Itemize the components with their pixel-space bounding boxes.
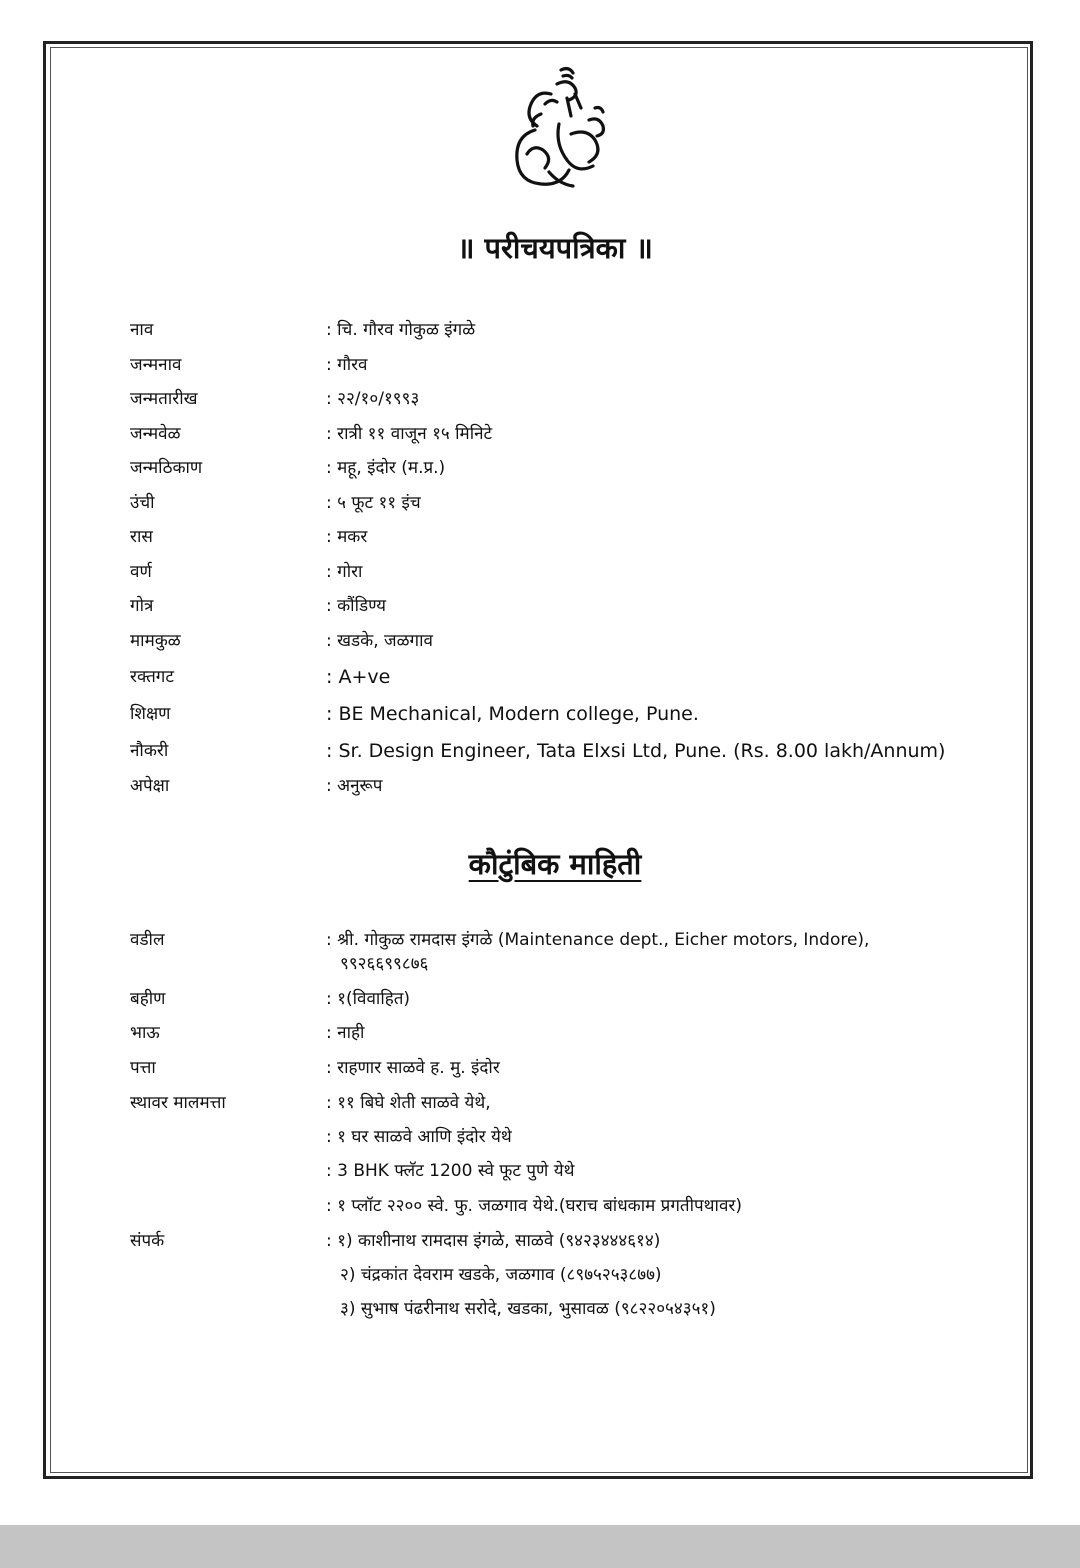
address-value: : राहणार साळवे ह. मु. इंदोर	[326, 1058, 500, 1078]
detail-label: उंची	[130, 493, 155, 513]
detail-label: जन्मठिकाण	[130, 458, 203, 478]
property-item: : १ प्लॉट २२०० स्वे. फु. जळगाव येथे.(घराच बांधकाम प्रगतीपथावर)	[326, 1196, 742, 1216]
detail-value: : मकर	[326, 527, 368, 547]
father-value: : श्री. गोकुळ रामदास इंगळे (Maintenance dept., Eicher motors, Indore),	[326, 930, 870, 950]
detail-value: : BE Mechanical, Modern college, Pune.	[326, 703, 699, 725]
detail-value: : रात्री ११ वाजून १५ मिनिटे	[326, 424, 493, 444]
detail-label: रक्तगट	[130, 667, 174, 687]
detail-value: : A+ve	[326, 666, 391, 688]
contact-label: संपर्क	[130, 1231, 165, 1251]
sister-label: बहीण	[130, 989, 166, 1009]
brother-value: : नाही	[326, 1023, 365, 1043]
family-section-title: कौटुंबिक माहिती	[468, 847, 642, 881]
contact-item: ३) सुभाष पंढरीनाथ सरोदे, खडका, भुसावळ (९८२२०५४३५१)	[340, 1299, 716, 1319]
detail-value: : २२/१०/१९९३	[326, 389, 420, 409]
document-title: ॥ परीचयपत्रिका ॥	[457, 231, 653, 265]
detail-label: गोत्र	[130, 596, 154, 616]
brother-label: भाऊ	[130, 1023, 160, 1043]
ganesha-logo-icon	[505, 64, 617, 192]
property-item: : १ घर साळवे आणि इंदोर येथे	[326, 1127, 512, 1147]
viewer-bottom-bar	[0, 1525, 1080, 1568]
detail-label: अपेक्षा	[130, 776, 170, 796]
address-label: पत्ता	[130, 1058, 156, 1078]
detail-label: जन्मवेळ	[130, 424, 181, 444]
property-label: स्थावर मालमत्ता	[130, 1093, 226, 1113]
detail-label: रास	[130, 527, 153, 547]
sister-value: : १(विवाहित)	[326, 989, 411, 1009]
detail-value: : ५ फूट ११ इंच	[326, 493, 421, 513]
detail-label: वर्ण	[130, 562, 152, 582]
detail-value: : महू, इंदोर (म.प्र.)	[326, 458, 446, 478]
detail-value: : अनुरूप	[326, 776, 383, 796]
detail-value: : गौरव	[326, 355, 368, 375]
property-item: : 3 BHK फ्लॅट 1200 स्वे फूट पुणे येथे	[326, 1161, 575, 1181]
detail-label: नाव	[130, 320, 154, 340]
father-label: वडील	[130, 930, 165, 950]
property-item: : ११ बिघे शेती साळवे येथे,	[326, 1093, 491, 1113]
detail-label: नौकरी	[130, 741, 169, 761]
detail-value: : Sr. Design Engineer, Tata Elxsi Ltd, Pune. (Rs. 8.00 lakh/Annum)	[326, 740, 946, 762]
detail-label: मामकुळ	[130, 631, 181, 651]
detail-value: : कौंडिण्य	[326, 596, 387, 616]
detail-value: : चि. गौरव गोकुळ इंगळे	[326, 320, 476, 340]
contact-item: २) चंद्रकांत देवराम खडके, जळगाव (८९७५२५३८७७)	[340, 1265, 662, 1285]
detail-value: : खडके, जळगाव	[326, 631, 433, 651]
father-phone: ९९२६६९९८७६	[340, 954, 429, 974]
detail-value: : गोरा	[326, 562, 363, 582]
detail-label: जन्मतारीख	[130, 389, 198, 409]
detail-label: शिक्षण	[130, 704, 171, 724]
contact-item: : १) काशीनाथ रामदास इंगळे, साळवे (९४२३४४४६१४)	[326, 1231, 661, 1251]
detail-label: जन्मनाव	[130, 355, 182, 375]
